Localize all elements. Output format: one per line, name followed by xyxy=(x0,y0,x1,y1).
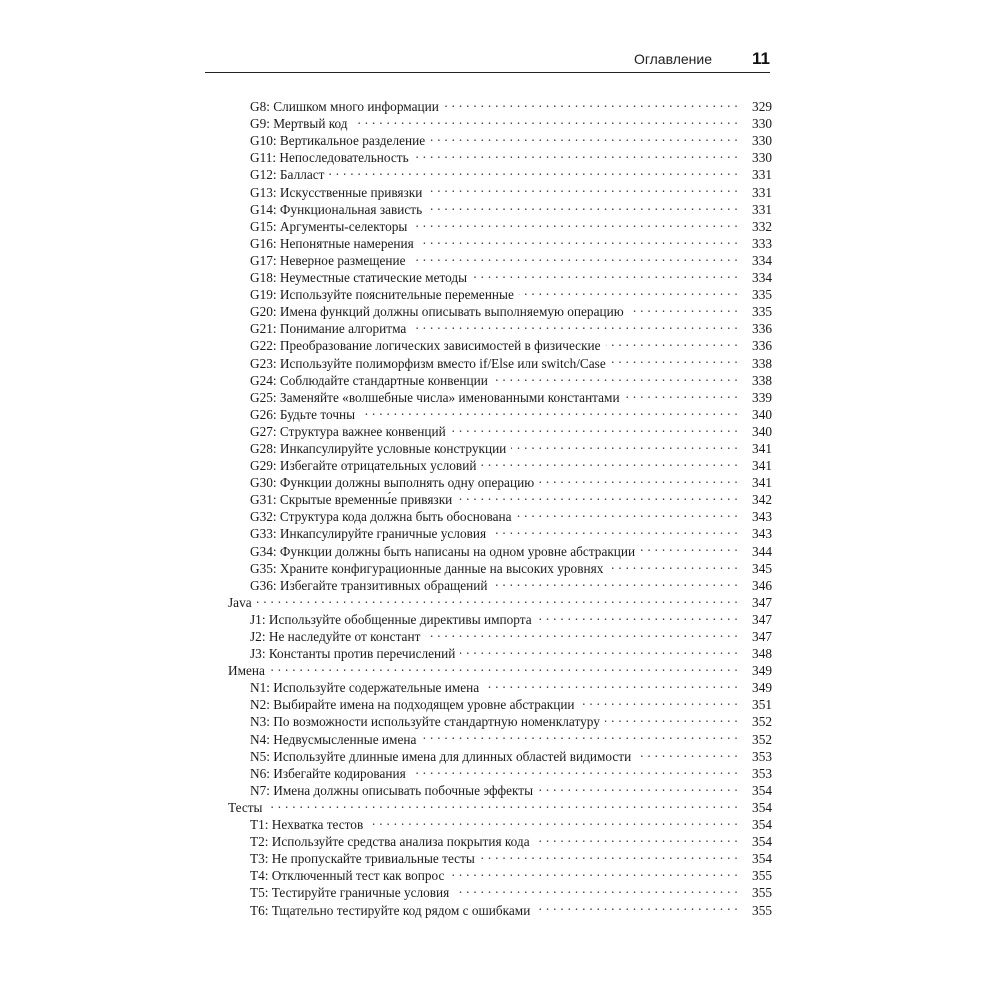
dot-leader xyxy=(430,128,738,145)
toc-entry-page: 354 xyxy=(752,817,772,833)
toc-entry-page: 354 xyxy=(752,851,772,867)
dot-leader xyxy=(329,162,738,179)
toc-entry-page: 339 xyxy=(752,389,772,405)
toc-entry-title: Java xyxy=(228,594,252,610)
dot-leader xyxy=(580,692,738,709)
toc-entry-page: 347 xyxy=(752,594,772,610)
toc-entry-page: 336 xyxy=(752,338,772,354)
toc-entry-page: 334 xyxy=(752,252,772,268)
dot-leader xyxy=(411,316,738,333)
dot-leader xyxy=(411,248,738,265)
dot-leader xyxy=(411,761,738,778)
toc-entry xyxy=(228,812,772,833)
dot-leader xyxy=(412,214,738,231)
toc-entry-page: 338 xyxy=(752,355,772,371)
toc-entry-page: 336 xyxy=(752,321,772,337)
toc-entry-page: 335 xyxy=(752,287,772,303)
dot-leader xyxy=(481,453,738,470)
toc-entry-title: G11: Непоследовательность xyxy=(250,150,409,166)
toc-entry-title: G8: Слишком много информации xyxy=(250,99,439,115)
dot-leader xyxy=(493,368,738,385)
dot-leader xyxy=(449,863,738,880)
toc-entry-page: 349 xyxy=(752,680,772,696)
toc-entry-page: 343 xyxy=(752,526,772,542)
dot-leader xyxy=(484,675,738,692)
toc-entry-page: 352 xyxy=(752,731,772,747)
toc-entry-title: G20: Имена функций должны описывать выполняемую операцию xyxy=(250,304,624,320)
toc-entry-title: G30: Функции должны выполнять одну операцию xyxy=(250,475,535,491)
toc-entry-page: 331 xyxy=(752,184,772,200)
dot-leader xyxy=(353,111,738,128)
toc-entry-page: 344 xyxy=(752,543,772,559)
toc-entry-page: 334 xyxy=(752,270,772,286)
toc-entry-title: J2: Не наследуйте от констант xyxy=(250,629,421,644)
toc-entry-page: 330 xyxy=(752,116,772,132)
dot-leader xyxy=(535,829,738,846)
toc-entry-page: 329 xyxy=(752,99,772,115)
dot-leader xyxy=(605,709,738,726)
toc-entry-title: N1: Используйте содержательные имена xyxy=(250,680,480,696)
dot-leader xyxy=(451,419,738,436)
dot-leader xyxy=(606,333,738,350)
toc-entry-title: G32: Структура кода должна быть обоснована xyxy=(250,509,512,525)
dot-leader xyxy=(414,145,738,162)
dot-leader xyxy=(636,744,738,761)
toc-entry-title: N6: Избегайте кодирования xyxy=(250,765,406,781)
toc-entry-title: G12: Балласт xyxy=(250,167,325,183)
header-title: Оглавление xyxy=(633,51,712,67)
dot-leader xyxy=(268,795,739,812)
toc-entry-title: N7: Имена должны описывать побочные эффекты xyxy=(250,782,534,798)
dot-leader xyxy=(611,350,738,367)
toc-entry-page: 352 xyxy=(752,714,772,730)
dot-leader xyxy=(425,624,738,641)
toc-entry-title: G27: Структура важнее конвенций xyxy=(250,423,446,439)
toc-entry-page: 351 xyxy=(752,697,772,713)
dot-leader xyxy=(270,658,738,675)
toc-entry-title: N5: Используйте длинные имена для длинных областей видимости xyxy=(250,748,632,764)
toc-entry-page: 349 xyxy=(752,663,772,679)
toc-section-entry xyxy=(228,658,772,679)
toc-entry-title: G33: Инкапсулируйте граничные условия xyxy=(250,526,487,542)
toc-entry-page: 346 xyxy=(752,577,772,593)
toc-entry-page: 333 xyxy=(752,235,772,251)
dot-leader xyxy=(517,504,738,521)
toc-entry-title: G28: Инкапсулируйте условные конструкции xyxy=(250,440,507,456)
toc-entry-title: G14: Функциональная зависть xyxy=(250,201,423,217)
toc-entry-page: 341 xyxy=(752,440,772,456)
toc-entry-page: 355 xyxy=(752,902,772,918)
toc-entry-page: 355 xyxy=(752,868,772,884)
dot-leader xyxy=(537,607,738,624)
toc-entry-page: 330 xyxy=(752,150,772,166)
dot-leader xyxy=(519,282,738,299)
toc-entry-page: 354 xyxy=(752,799,772,815)
toc-entry-title: G17: Неверное размещение xyxy=(250,252,406,268)
toc-entry-title: J1: Используйте обобщенные директивы импорта xyxy=(250,611,532,627)
toc-entry-page: 335 xyxy=(752,304,772,320)
dot-leader xyxy=(360,402,738,419)
toc-section-entry xyxy=(228,795,772,815)
toc-entry-title: G18: Неуместные статические методы xyxy=(250,270,468,286)
toc-entry-title: G26: Будьте точны xyxy=(250,406,356,422)
dot-leader xyxy=(640,538,738,555)
dot-leader xyxy=(454,880,738,897)
dot-leader xyxy=(368,812,738,829)
toc-entry-title: N3: По возможности используйте стандартную номенклатуру xyxy=(250,714,600,730)
header-page-number: 11 xyxy=(752,49,770,68)
dot-leader xyxy=(625,385,738,402)
toc-entry-title: G16: Непонятные намерения xyxy=(250,235,414,251)
toc-entry-title: G25: Заменяйте «волшебные числа» именованными константами xyxy=(250,389,620,405)
dot-leader xyxy=(491,521,738,538)
dot-leader xyxy=(511,436,738,453)
toc-entry-page: 355 xyxy=(752,885,772,901)
dot-leader xyxy=(421,726,738,743)
toc-entry-page: 340 xyxy=(752,423,772,439)
toc-entry xyxy=(228,607,772,627)
toc-entry-page: 347 xyxy=(752,611,772,627)
toc-entry-page: 353 xyxy=(752,748,772,764)
toc-entry-page: 354 xyxy=(752,834,772,850)
toc-entry-page: 341 xyxy=(752,458,772,474)
toc-entry-page: 354 xyxy=(752,782,772,798)
toc-entry-title: T5: Тестируйте граничные условия xyxy=(250,885,450,901)
toc-entry-title: G19: Используйте пояснительные переменные xyxy=(250,287,514,303)
toc-entry-title: N2: Выбирайте имена на подходящем уровне абстракции xyxy=(250,697,575,713)
toc-entry-title: G35: Храните конфигурационные данные на высоких уровнях xyxy=(250,560,604,576)
toc-entry-title: T2: Используйте средства анализа покрытия кода xyxy=(250,834,530,850)
toc-entry-page: 348 xyxy=(752,646,772,662)
dot-leader xyxy=(608,556,738,573)
toc-entry-title: Тесты xyxy=(228,799,263,815)
dot-leader xyxy=(629,299,738,316)
dot-leader xyxy=(480,846,738,863)
toc-entry-title: T1: Нехватка тестов xyxy=(250,817,364,833)
toc-entry-title: G23: Используйте полиморфизм вместо if/Else или switch/Case xyxy=(250,355,606,371)
toc-entry-title: G13: Искусственные привязки xyxy=(250,184,423,200)
toc-entry-title: G36: Избегайте транзитивных обращений xyxy=(250,577,488,593)
toc-entry-page: 330 xyxy=(752,133,772,149)
toc-entry-title: T4: Отключенный тест как вопрос xyxy=(250,868,445,884)
dot-leader xyxy=(427,197,738,214)
toc-entry-page: 341 xyxy=(752,475,772,491)
dot-leader xyxy=(257,590,738,607)
toc-entry-page: 353 xyxy=(752,765,772,781)
toc-entry-page: 331 xyxy=(752,201,772,217)
toc-entry-page: 331 xyxy=(752,167,772,183)
dot-leader xyxy=(492,573,738,590)
dot-leader xyxy=(457,487,738,504)
toc-entry-page: 347 xyxy=(752,629,772,644)
toc-entry-title: G22: Преобразование логических зависимостей в физические xyxy=(250,338,601,354)
toc-entry-title: G24: Соблюдайте стандартные конвенции xyxy=(250,372,488,388)
dot-leader xyxy=(535,897,738,914)
toc-entry-title: G10: Вертикальное разделение xyxy=(250,133,426,149)
toc-section-entry xyxy=(228,590,772,610)
toc-entry-title: G29: Избегайте отрицательных условий xyxy=(250,458,477,474)
dot-leader xyxy=(419,231,738,248)
toc-entry-page: 345 xyxy=(752,560,772,576)
dot-leader xyxy=(472,265,738,282)
toc-entry-title: G21: Понимание алгоритма xyxy=(250,321,407,337)
toc-entry-page: 340 xyxy=(752,406,772,422)
toc-entry-page: 343 xyxy=(752,509,772,525)
dot-leader xyxy=(427,179,738,196)
toc-entry-title: Имена xyxy=(228,663,265,679)
toc-entry-page: 338 xyxy=(752,372,772,388)
dot-leader xyxy=(444,94,738,111)
dot-leader xyxy=(538,778,738,795)
toc-entry-title: T3: Не пропускайте тривиальные тесты xyxy=(250,851,475,867)
dot-leader xyxy=(539,470,738,487)
toc-entry-title: T6: Тщательно тестируйте код рядом с ошибками xyxy=(250,902,531,918)
toc-entry-page: 342 xyxy=(752,492,772,508)
toc-entry-title: G9: Мертвый код xyxy=(250,116,348,132)
toc-entry-page: 332 xyxy=(752,218,772,234)
toc-entry-title: N4: Недвусмысленные имена xyxy=(250,731,417,747)
toc-entry-title: J3: Константы против перечислений xyxy=(250,646,456,662)
toc-entry-title: G34: Функции должны быть написаны на одном уровне абстракции xyxy=(250,543,636,559)
dot-leader xyxy=(460,641,738,658)
toc-entry xyxy=(228,94,772,115)
toc-entry xyxy=(228,675,772,696)
toc-entry-title: G31: Скрытые временны́е привязки xyxy=(250,492,453,508)
table-of-contents xyxy=(228,94,772,918)
toc-entry-title: G15: Аргументы-селекторы xyxy=(250,218,408,234)
running-header xyxy=(205,50,770,73)
